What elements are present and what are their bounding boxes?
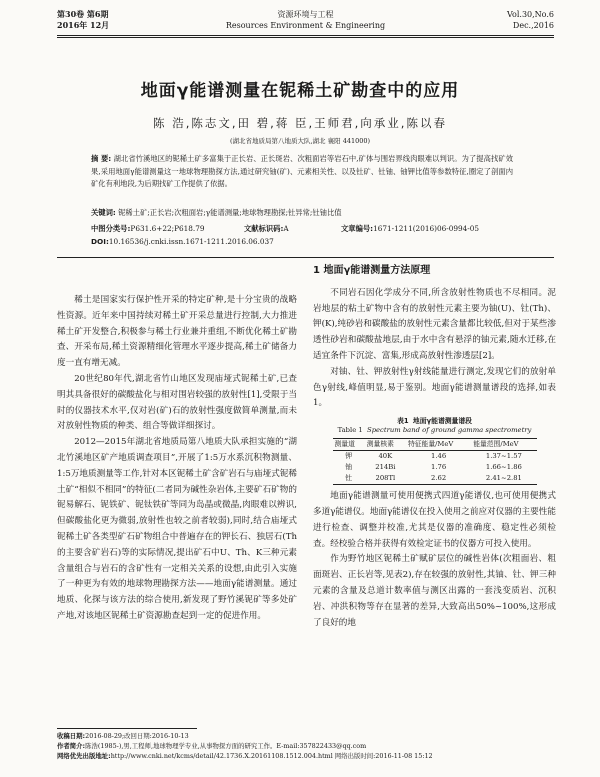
body-paragraph: 作为野竹地区铌稀土矿赋矿层位的碱性岩体(次粗面岩、粗面斑岩、正长岩等,见表2),存在较强的放射性,其铀、钍、钾三种元素的含量及总道计数率值与测区出露的一套浅变质岩、沉积岩、冲洪积物等存在显著的差异,大致高出50%~100%,这形成了良好的地 — [313, 554, 556, 628]
table-cell: 1.37~1.57 — [485, 452, 522, 461]
volume-en: Vol.30,No.6 — [507, 10, 554, 19]
doi-value: 10.16536/j.cnki.issn.1671-1211.2016.06.037 — [108, 236, 274, 246]
online-label: 网络优先出版地址: — [57, 752, 111, 760]
table-cell: 1.46 — [431, 452, 447, 461]
date-en: Dec.,2016 — [512, 21, 554, 30]
table-cell: 2.62 — [406, 473, 471, 485]
abstract-text: 湖北省竹溪地区的铌稀土矿多富集于正长岩、正长斑岩、次粗面岩等岩石中,矿体与围岩界线肉眼难以判识。为了提高找矿效果,采用地面γ能谱测量这一地球物理勘探方法,通过研究铀(矿)、元素相关性、以及钍矿、钍铀、铀钾比值等参数特征,圈定了剖面内矿化有利地段,为后期找矿工作提供了依据。 — [91, 154, 513, 188]
table-caption-en-label: Table 1 — [337, 426, 363, 435]
keywords — [91, 208, 513, 218]
clc-value: P631.6+22;P618.79 — [130, 224, 205, 233]
footnotes — [57, 731, 557, 761]
body-paragraph: 不同岩石因化学成分不同,所含放射性物质也不尽相同。泥岩地层的粘土矿物中含有的放射性元素主要为铀(U)、钍(Th)、钾(K),纯砂岩和碳酸盐的放射性元素含量都比较低,但对于某些渗透性砂岩和碳酸盐地层,由于水中含有悬浮的铀元素,随水迁移,在适宜条件下沉淀、富集,形成高放射性渗透层[2]。 — [313, 287, 556, 361]
clc-label: 中图分类号: — [91, 224, 131, 233]
body-paragraph: 2012—2015年湖北省地质局第八地质大队承担实施的“湖北竹溪地区矿产地质调查项目”,开展了1:5万水系沉积物测量、1:5万地质测量等工作,针对本区铌稀土矿含矿岩石与庙垭式铌稀土矿“相似不相同”的特征(二者同为碱性杂岩体,主要矿石矿物的铌易解石、铌铁矿、铌钛铁矿等同为岛晶或微晶,肉眼难以辨识,但碳酸盐化更为微弱,放射性也较之前者较弱),同时,结合庙垭式铌稀土矿各类型矿石矿物组合中普遍存在的钾长石、独居石(Th的主要含矿岩石)等的实际情况,提出矿石中U、Th、K三种元素含量组合与岩石的含矿性有一定相关关系的设想,由此引入实施了一种更为有效的地球物理勘探方法——地面γ能谱测量。通过地质、化探与该方法的综合使用,新发现了野竹溪铌矿等多处矿产地,对该地区铌稀土矿资源勘查起到一定的促进作用。 — [57, 437, 298, 621]
author-bio-value: 陈浩(1985-),男,工程师,地球物理学专业,从事物探方面的研究工作。E-mail:357822433@qq.com — [85, 742, 367, 750]
table-header-row — [333, 439, 537, 451]
table-header: 特征能量/MeV — [406, 439, 471, 451]
section-heading: 1 地面γ能谱测量方法原理 — [313, 265, 431, 276]
received-value: 2016-08-29;改回日期:2016-10-13 — [85, 732, 189, 740]
keywords-label: 关键词: — [91, 208, 116, 217]
body-paragraph: 对铀、钍、钾放射性γ射线能量进行测定,发现它们的放射单色γ射线,峰值明显,易于鉴别。地面γ能谱测量谱段的选择,如表1。 — [313, 366, 556, 409]
table-caption — [313, 417, 556, 435]
clc-block — [91, 223, 205, 236]
article-meta — [91, 223, 531, 248]
body-paragraph: 稀土是国家实行保护性开采的特定矿种,是十分宝贵的战略性资源。近年来中国持续对稀土矿开采总量进行控制,大力推进稀土矿开发整合,积极参与稀土行业兼并重组,不断优化稀土矿勘查、开采布局,稀土资源精细化管理水平逐步提高,稀土矿储备力度一直有增无减。 — [57, 295, 297, 369]
abstract-label: 摘 要: — [91, 154, 112, 163]
keywords-text: 铌稀土矿;正长岩;次粗面岩;γ能谱测量;地球物理勘探;钍异常;钍铀比值 — [118, 208, 342, 217]
right-column — [313, 263, 556, 631]
date-cn: 2016年 12月 — [57, 20, 110, 30]
meta-rule — [57, 257, 554, 258]
doc-code-block — [244, 223, 289, 236]
received-label: 收稿日期: — [57, 732, 86, 740]
body-paragraph: 地面γ能谱测量可使用便携式四道γ能谱仪,也可使用便携式多道γ能谱仪。地面γ能谱仪在投入使用之前应对仪器的主要性能进行检查、调整并校准,尤其是仪器的准确度、稳定性必须检查。经校验合格并获得有效检定证书的仪器方可投入使用。 — [313, 491, 556, 549]
doc-code-label: 文献标识码: — [244, 224, 284, 233]
article-id-label: 文章编号: — [341, 224, 374, 233]
table-row — [333, 462, 537, 473]
table-cell: 铀 — [345, 463, 353, 472]
table-cell: 钍 — [333, 473, 365, 485]
doi-line — [91, 236, 531, 249]
doi-label: DOI: — [91, 236, 109, 246]
table-cell: 214Bi — [375, 463, 396, 472]
table-cell: 钾 — [345, 452, 353, 461]
table-caption-en: Spectrum band of ground gamma spectrometry — [367, 426, 532, 435]
abstract — [91, 153, 513, 191]
article-id-block — [341, 223, 479, 236]
body-paragraph: 20世纪80年代,湖北省竹山地区发现庙垭式铌稀土矿,已查明其具备很好的碳酸盐化与相对围岩较强的放射性[1],受限于当时的仪器技术水平,仅对岩(矿)石的放射性强度做简单测量,而未对放射性物质的种类、组合等做详细探讨。 — [57, 373, 297, 432]
paper-title: 地面γ能谱测量在铌稀土矿勘查中的应用 — [140, 81, 460, 101]
header-right — [507, 9, 554, 31]
table-cell: 1.66~1.86 — [485, 463, 522, 472]
table-cell: 1.76 — [431, 463, 447, 472]
table-row — [333, 473, 537, 485]
table-cell: 2.41~2.81 — [471, 473, 536, 485]
table-cell: 40K — [378, 452, 393, 461]
table-caption-cn-label: 表1 — [397, 417, 409, 426]
table-header: 测量核素 — [365, 439, 406, 451]
header-rule-thin — [57, 37, 554, 38]
footnote-rule — [57, 728, 197, 729]
table-header: 能量范围/MeV — [471, 439, 536, 451]
header-center — [57, 9, 554, 31]
table-row — [333, 451, 537, 463]
affiliation: (湖北省地质局第八地质大队,湖北 襄阳 441000) — [229, 137, 371, 145]
author-list: 陈 浩,陈志文,田 碧,蒋 臣,王师君,向承业,陈以春 — [153, 116, 447, 130]
journal-cn: 资源环境与工程 — [277, 10, 334, 19]
article-id-value: 1671-1211(2016)06-0994-05 — [373, 224, 480, 233]
author-bio-label: 作者简介: — [57, 742, 86, 750]
table-header: 测量道 — [333, 439, 365, 451]
header-rule-thick — [57, 35, 554, 36]
table-cell: 208Tl — [365, 473, 406, 485]
table-caption-cn: 地面γ能谱测量谱段 — [412, 417, 472, 426]
doc-code-value: A — [283, 224, 289, 233]
left-column — [57, 293, 297, 625]
volume-cn: 第30卷 第6期 — [57, 9, 109, 19]
online-value: http://www.cnki.net/kcms/detail/42.1736.X.20161108.1512.004.html 网络出版时间:2016-11-08 15:12 — [110, 752, 433, 760]
journal-en: Resources Environment & Engineering — [225, 21, 386, 30]
spectrum-table — [333, 438, 537, 485]
